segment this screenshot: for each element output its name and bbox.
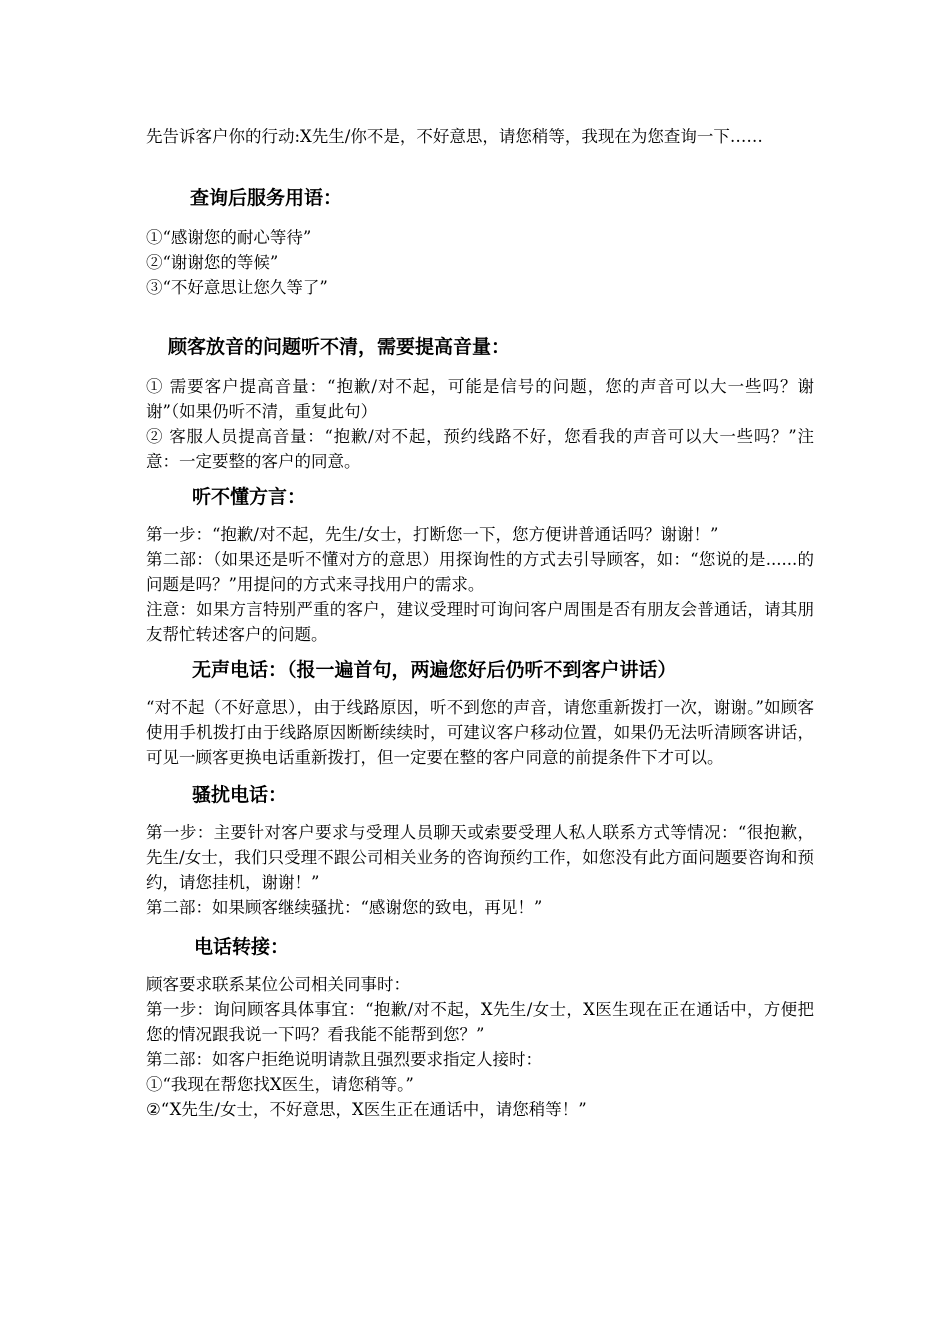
section-raise-volume <box>146 334 814 474</box>
section-dialect <box>146 484 814 647</box>
section-silent-call <box>146 657 814 770</box>
section-title: 电话转接： <box>194 936 290 958</box>
paragraph: 第一步：主要针对客户要求与受理人员聊天或索要受理人私人联系方式等情况：“很抱歉，先生/女士，我们只受理不跟公司相关业务的咨询预约工作，如您没有此方面问题要咨询和预约，请您挂机，谢谢！” <box>146 823 814 892</box>
section-title: 听不懂方言： <box>192 486 307 508</box>
section-title: 顾客放音的问题听不清，需要提高音量： <box>168 336 511 358</box>
list-item: ③“不好意思让您久等了” <box>146 278 328 297</box>
paragraph: 注意：如果方言特别严重的客户，建议受理时可询问客户周围是否有朋友会普通话，请其朋友帮忙转述客户的问题。 <box>146 600 814 644</box>
document-body <box>146 124 814 1122</box>
list-item: ①“感谢您的耐心等待” <box>146 228 312 247</box>
paragraph: ① 需要客户提高音量：“抱歉/对不起，可能是信号的问题，您的声音可以大一些吗？谢谢”（如果仍听不清，重复此句） <box>146 377 814 421</box>
list-item: ①“我现在帮您找X医生，请您稍等。” <box>146 1075 414 1094</box>
paragraph: ② 客服人员提高音量：“抱歉/对不起，预约线路不好，您看我的声音可以大一些吗？”注意：一定要整的客户的同意。 <box>146 427 814 471</box>
paragraph: 顾客要求联系某位公司相关同事时： <box>146 975 410 994</box>
paragraph: 第二部：（如果还是听不懂对方的意思）用探询性的方式去引导顾客，如：“您说的是......的问题是吗？”用提问的方式来寻找用户的需求。 <box>146 550 814 594</box>
paragraph: “对不起（不好意思），由于线路原因，听不到您的声音，请您重新拨打一次，谢谢。”如顾客使用手机拨打由于线路原因断断续续时，可建议客户移动位置，如果仍无法听清顾客讲话，可见一顾客更换电话重新拨打，但一定要在整的客户同意的前提条件下才可以。 <box>146 698 814 767</box>
section-harassment-call <box>146 782 814 920</box>
section-title: 查询后服务用语： <box>190 187 343 209</box>
section-title: 骚扰电话： <box>192 784 288 806</box>
list-item: ②“谢谢您的等候” <box>146 253 279 272</box>
list-item: ②“X先生/女士，不好意思，X医生正在通话中，请您稍等！” <box>146 1100 587 1119</box>
section-title: 无声电话：（报一遍首句，两遍您好后仍听不到客户讲话） <box>192 659 677 681</box>
paragraph: 第二部：如果顾客继续骚扰：“感谢您的致电，再见！” <box>146 898 543 917</box>
section-after-query <box>146 185 814 300</box>
paragraph: 第一步：询问顾客具体事宜：“抱歉/对不起，X先生/女士，X医生现在正在通话中，方便把您的情况跟我说一下吗？看我能不能帮到您？” <box>146 1000 814 1044</box>
intro-paragraph: 先告诉客户你的行动:X先生/你不是，不好意思，请您稍等，我现在为您查询一下…… <box>146 127 763 146</box>
section-call-transfer <box>146 934 814 1122</box>
paragraph: 第二部：如客户拒绝说明请款且强烈要求指定人接时： <box>146 1050 542 1069</box>
paragraph: 第一步：“抱歉/对不起，先生/女士，打断您一下，您方便讲普通话吗？谢谢！” <box>146 525 719 544</box>
